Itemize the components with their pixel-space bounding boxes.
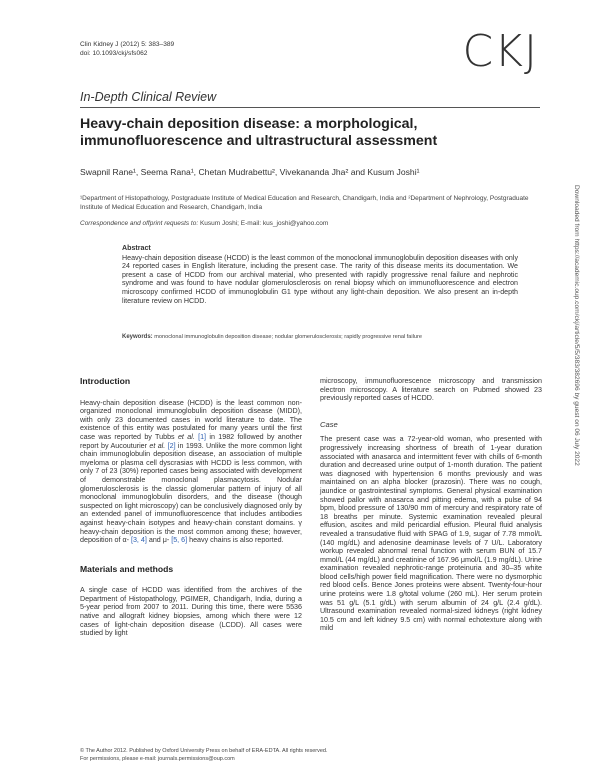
author-list: Swapnil Rane¹, Seema Rana¹, Chetan Mudrabettu², Vivekananda Jha² and Kusum Joshi¹ [80, 167, 420, 177]
permissions-line[interactable]: For permissions, please e-mail: journals.permissions@oup.com [80, 756, 235, 762]
abstract-block [122, 244, 518, 305]
journal-meta [80, 40, 174, 58]
intro-text-d: and μ- [148, 536, 170, 545]
column-left [80, 377, 302, 638]
intro-etal-1: et al. [177, 432, 195, 441]
case-heading: Case [320, 419, 338, 429]
citation-5-6[interactable]: [5, 6] [171, 536, 188, 545]
correspondence [80, 220, 328, 227]
article-title [80, 116, 500, 150]
intro-etal-2: et al. [149, 441, 166, 450]
footer [80, 747, 328, 763]
correspondence-contact[interactable]: Kusum Joshi; E-mail: kus_joshi@yahoo.com [199, 220, 329, 227]
header-divider [80, 107, 540, 108]
article-title-line-1: Heavy-chain deposition disease: a morphological, [80, 116, 418, 132]
intro-text-c: in 1993. Unlike the more common light chain immunoglobulin deposition disease, an association of multiple myeloma or plasma cell dyscrasias with HCDD is less common, with only 7 of 23 (30%) reported cases being associated with development of demonstrable monoclonal plasmacytosis. Nodular glomerulosclerosis is the classic glomerular pattern of injury of all monoclonal immunoglobulin disorders, and the disease (though suspected on light microscopy) can be conclusively diagnosed only by an extended panel of immunofluorescence that includes antibodies against heavy-chain isotypes and heavy-chain constant domains. γ heavy-chain deposition is the most common among these; however, deposition of α- [80, 441, 302, 545]
column-right [320, 377, 542, 633]
download-note-text[interactable]: Downloaded from https://academic.oup.com/ckj/article/5/5/383/382696 by guest on 06 July 2022 [573, 185, 580, 466]
introduction-heading: Introduction [80, 376, 131, 386]
methods-paragraph: A single case of HCDD was identified from the archives of the Department of Histopathology, PGIMER, Chandigarh, India, during a 5-year period from 2007 to 2011. During this time, there were 5536 native and allograft kidney biopsies, among which there were 12 cases of light-chain deposition disease (LCDD). All cases were studied by light [80, 586, 302, 638]
methods-heading: Materials and methods [80, 563, 174, 574]
keywords-label: Keywords: [122, 334, 153, 340]
intro-text-a: Heavy-chain deposition disease (HCDD) is the least common non-organized monoclonal immunoglobulin deposition disease (MIDD), with only 23 documented cases in world literature to date. The existence of this entity was postulated for many years until the first case was reported by Tubbs [80, 398, 302, 441]
intro-text-e: heavy chains is also reported. [189, 536, 284, 545]
copyright-line: © The Author 2012. Published by Oxford University Press on behalf of ERA-EDTA. All rights reserved. [80, 748, 328, 754]
methods-continued: microscopy, immunofluorescence microscopy and transmission electron microscopy. A literature search on Pubmed showed 23 previously reported cases of HCDD. [320, 377, 542, 403]
keywords-text: monoclonal immunoglobulin deposition disease; nodular glomerulosclerosis; rapidly progressive renal failure [154, 334, 422, 340]
affiliations: ¹Department of Histopathology, Postgraduate Institute of Medical Education and Research, Chandigarh, India and ²Department of Nephrology, Postgraduate Institute of Medical Education and Research, Chandigarh, India [80, 195, 529, 211]
citation-2[interactable]: [2] [167, 441, 176, 450]
citation-3-4[interactable]: [3, 4] [130, 536, 147, 545]
doi[interactable]: doi: 10.1093/ckj/sfs062 [80, 50, 148, 57]
case-paragraph: The present case was a 72-year-old woman, who presented with progressively increasing shortness of breath of 1-year duration associated with anasarca and intermittent fever with chills of 6-month duration and decreased urine output of 1-month duration. The patient was diagnosed with hypertension 6 months previously and was maintained on an alpha blocker (prazosin). There was no cough, jaundice or gastrointestinal symptoms. General physical examination showed pallor with anasarca and pitting edema, with a pulse of 94 bpm, blood pressure of 130/90 mm of mercury and respiratory rate of 18 breaths per minute. Systemic examination revealed pleural effusion, ascites and mild pericardial effusion. Pleural fluid analysis revealed a transudative fluid with SPAG of 1.9, sugar of 7.78 mmol/L (140 mg/dL) and adenosine deaminase levels of 7 U/L. Laboratory workup revealed abnormal renal function with serum BUN of 15.7 mmol/L (44 mg/dL) and creatinine of 167.96 μmol/L (1.9 mg/dL). Urine examination revealed nephrotic-range proteinuria and 30–35 white blood cells/high power field magnification. There were no dysmorphic red blood cells. Bence Jones proteins were absent. Twenty-four-hour urine proteins were 1.8 g/total volume (260 mL). Her serum protein was 51 g/L (5.1 g/dL) with serum albumin of 24 g/L (2.4 g/dL). Ultrasound examination revealed normal-sized kidneys (right kidney 10.5 cm and left kidney 9.5 cm) with normal echotexture along with mild [320, 435, 542, 633]
article-title-line-2: immunofluorescence and ultrastructural assessment [80, 133, 438, 149]
section-label: In-Depth Clinical Review [80, 90, 217, 104]
keywords [122, 334, 522, 340]
introduction-paragraph [80, 399, 302, 545]
intro-text-b: in 1982 followed by another report by Aucouturier [80, 432, 303, 450]
correspondence-label: Correspondence and offprint requests to: [80, 220, 199, 227]
abstract-heading: Abstract [122, 244, 151, 252]
abstract-text: Heavy-chain deposition disease (HCDD) is the least common of the monoclonal immunoglobulin deposition diseases with only 24 reported cases in English literature, including the present case. The rarity of this disease merits its documentation. We present a case of HCDD from our archival material, who presented with rapidly progressive renal failure and nephrotic syndrome and was found to have nodular glomerulosclerosis on renal biopsy which on immunofluorescence and electron microscopy confirmed HCDD of immunoglobulin G1 type without any light-chain deposition. We also present an in-depth literature review on HCDD. [122, 253, 518, 305]
download-note [566, 185, 586, 725]
citation-1[interactable]: [1] [198, 432, 207, 441]
journal-citation: Clin Kidney J (2012) 5: 383–389 [80, 41, 175, 48]
journal-logo: CKJ [462, 26, 538, 77]
